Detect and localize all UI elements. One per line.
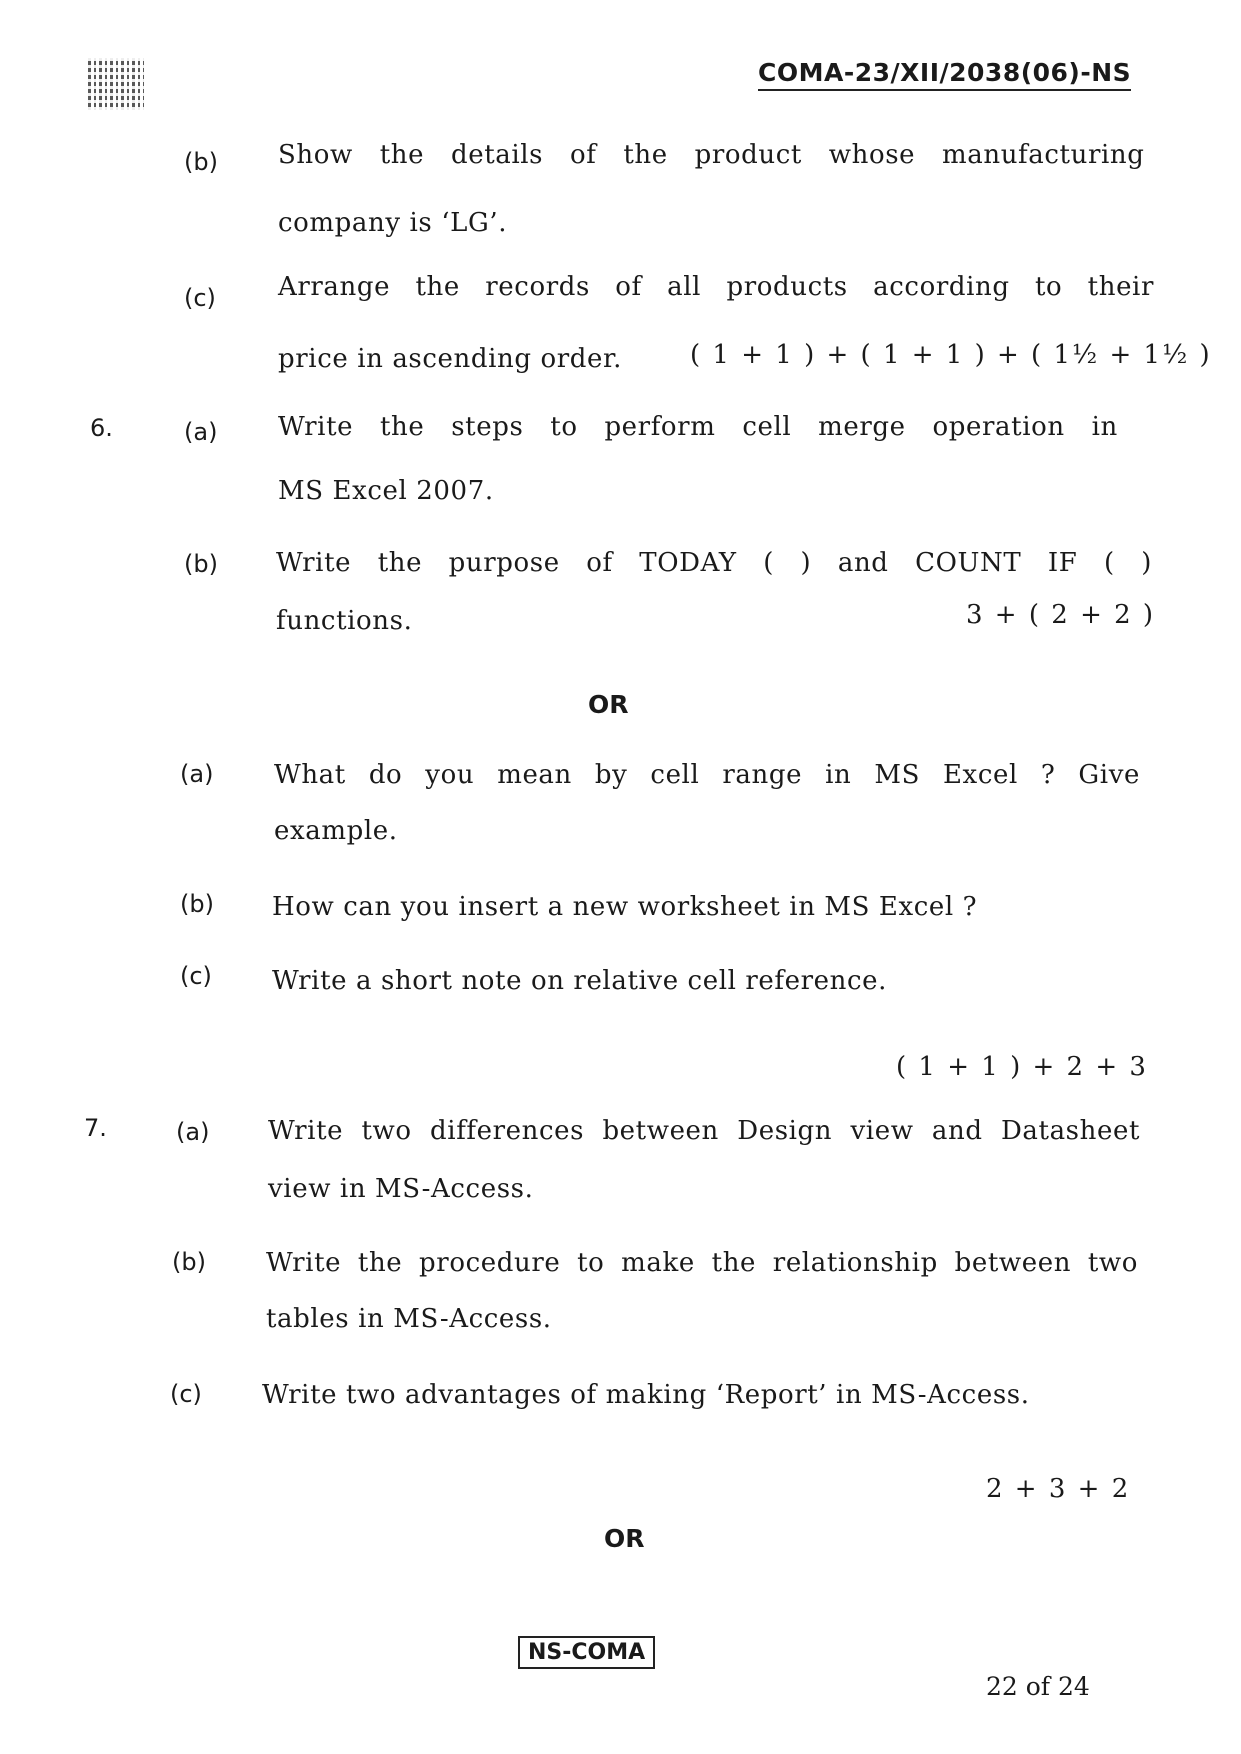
q6-marks: 3 + ( 2 + 2 ) xyxy=(966,600,1156,630)
page-number: 22 of 24 xyxy=(986,1672,1090,1701)
q5b-line1 xyxy=(278,140,1154,170)
q6b-line2: functions. xyxy=(276,606,413,636)
q6-alt-b-line1: How can you insert a new worksheet in MS Excel ? xyxy=(272,892,978,922)
q7b-line2: tables in MS-Access. xyxy=(266,1304,552,1334)
footer-code-box: NS-COMA xyxy=(518,1636,655,1669)
q5b-line2: company is ‘LG’. xyxy=(278,208,508,238)
q6-alt-b-label: (b) xyxy=(180,890,214,918)
q6-or-label: OR xyxy=(588,690,629,719)
q5b-line1-text xyxy=(278,140,1154,170)
q7-number: 7. xyxy=(84,1114,107,1142)
q6-alt-a-line1-span: What do you mean by cell range in MS Excel ? Give xyxy=(274,760,1140,790)
q6a-line1 xyxy=(278,412,1154,442)
q5b-label: (b) xyxy=(184,148,218,176)
q6-alt-c-label: (c) xyxy=(180,962,212,990)
q7a-line1 xyxy=(268,1116,1140,1146)
q7b-label: (b) xyxy=(172,1248,206,1276)
q6a-line2: MS Excel 2007. xyxy=(278,476,494,506)
q5c-line1 xyxy=(278,272,1154,302)
q6-alt-marks: ( 1 + 1 ) + 2 + 3 xyxy=(896,1052,1148,1082)
q5c-line2: price in ascending order. xyxy=(278,344,623,374)
q7b-line1 xyxy=(266,1248,1138,1278)
q7-or-label: OR xyxy=(604,1524,645,1553)
q7a-label: (a) xyxy=(176,1118,210,1146)
qr-code-icon xyxy=(88,58,144,110)
q6b-label: (b) xyxy=(184,550,218,578)
paper-code: COMA-23/XII/2038(06)-NS xyxy=(758,58,1131,91)
q7-marks: 2 + 3 + 2 xyxy=(986,1474,1131,1504)
q5c-label: (c) xyxy=(184,284,216,312)
q5-marks: ( 1 + 1 ) + ( 1 + 1 ) + ( 1½ + 1½ ) xyxy=(690,340,1212,370)
q6-alt-a-line1 xyxy=(274,760,1140,790)
q7b-line1-span: Write the procedure to make the relationship between two xyxy=(266,1248,1138,1278)
q5c-line1-span: Arrange the records of all products according to their xyxy=(278,272,1154,302)
q7c-line1: Write two advantages of making ‘Report’ in MS-Access. xyxy=(262,1380,1030,1410)
q6-alt-c-line1: Write a short note on relative cell reference. xyxy=(272,966,887,996)
q6-number: 6. xyxy=(90,414,113,442)
q7a-line1-span: Write two differences between Design view and Datasheet xyxy=(268,1116,1140,1146)
q6-alt-a-line2: example. xyxy=(274,816,398,846)
q6b-line1-span: Write the purpose of TODAY ( ) and COUNT IF ( ) xyxy=(276,548,1152,578)
q7a-line2: view in MS-Access. xyxy=(268,1174,534,1204)
q7c-label: (c) xyxy=(170,1380,202,1408)
q6-alt-a-label: (a) xyxy=(180,760,214,788)
q5b-line1-span: Show the details of the product whose manufacturing xyxy=(278,140,1145,170)
q6a-line1-span: Write the steps to perform cell merge operation in xyxy=(278,412,1118,442)
q6b-line1 xyxy=(276,548,1152,578)
q6a-label: (a) xyxy=(184,418,218,446)
